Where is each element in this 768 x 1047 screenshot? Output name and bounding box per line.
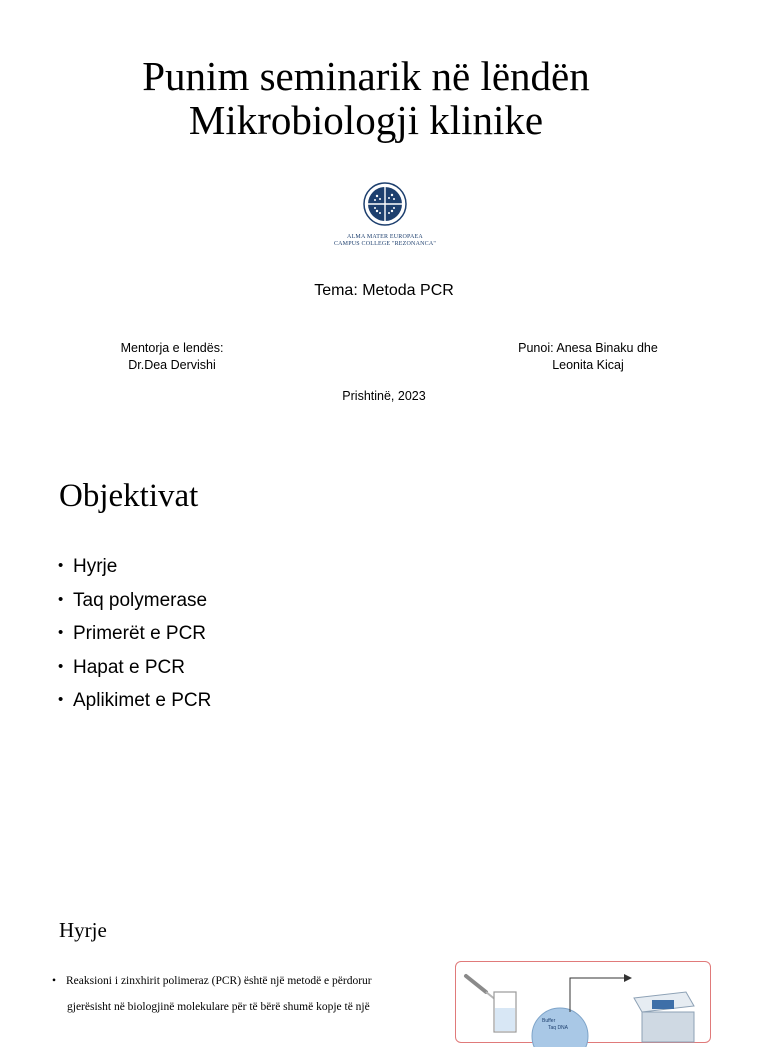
pcr-diagram-icon <box>456 962 710 1042</box>
pcr-illustration <box>455 961 711 1043</box>
taq-label: Taq DNA <box>548 1025 569 1031</box>
intro-slide <box>0 888 768 1031</box>
bullet-icon: • <box>52 975 57 987</box>
buffer-label: Buffer <box>542 1018 556 1024</box>
objectives-slide <box>0 444 768 880</box>
presentation-title <box>60 54 672 142</box>
list-item: • Hyrje <box>58 550 211 584</box>
list-item: • Primerët e PCR <box>58 617 211 651</box>
university-seal-icon <box>363 182 407 226</box>
thermocycler-icon <box>634 992 694 1042</box>
objectives-title: Objektivat <box>59 478 199 514</box>
intro-line-1: • Reaksioni i zinxhirit polimeraz (PCR) është një metodë e përdorur <box>52 968 422 994</box>
intro-paragraph <box>52 968 422 1020</box>
authors-line-2: Leonita Kicaj <box>552 358 624 372</box>
university-logo <box>328 182 442 247</box>
bullet-icon: • <box>58 657 64 675</box>
logo-text-line-1: ALMA MATER EUROPAEA <box>347 234 423 240</box>
intro-line-2: gjerësisht në biologjinë molekulare për të bërë shumë kopje të një <box>67 1001 370 1013</box>
intro-title: Hyrje <box>59 918 107 942</box>
mentor-name: Dr.Dea Dervishi <box>128 358 216 372</box>
bullet-icon: • <box>58 590 64 608</box>
list-item: • Hapat e PCR <box>58 651 211 685</box>
list-item: • Taq polymerase <box>58 584 211 618</box>
topic-label: Tema: Metoda PCR <box>314 282 454 299</box>
title-line-2: Mikrobiologji klinike <box>188 97 544 143</box>
authors-block <box>496 340 680 374</box>
bullet-icon: • <box>58 691 64 708</box>
mentor-block <box>90 340 254 374</box>
pipette-icon <box>466 976 496 1000</box>
bullet-icon: • <box>58 557 64 574</box>
title-slide <box>0 0 768 436</box>
arrow-icon <box>570 974 632 1012</box>
bullet-icon: • <box>58 624 64 641</box>
list-item: • Aplikimet e PCR <box>58 684 211 718</box>
mentor-label: Mentorja e lendës: <box>120 341 224 355</box>
reaction-tube-icon <box>532 1008 588 1047</box>
beaker-icon <box>494 992 516 1032</box>
title-line-1: Punim seminarik në lëndën <box>142 53 590 99</box>
place-date: Prishtinë, 2023 <box>342 389 426 403</box>
authors-line-1: Punoi: Anesa Binaku dhe <box>518 341 658 355</box>
logo-text-line-2: CAMPUS COLLEGE "REZONANCA" <box>333 241 437 247</box>
objectives-list <box>58 550 211 718</box>
